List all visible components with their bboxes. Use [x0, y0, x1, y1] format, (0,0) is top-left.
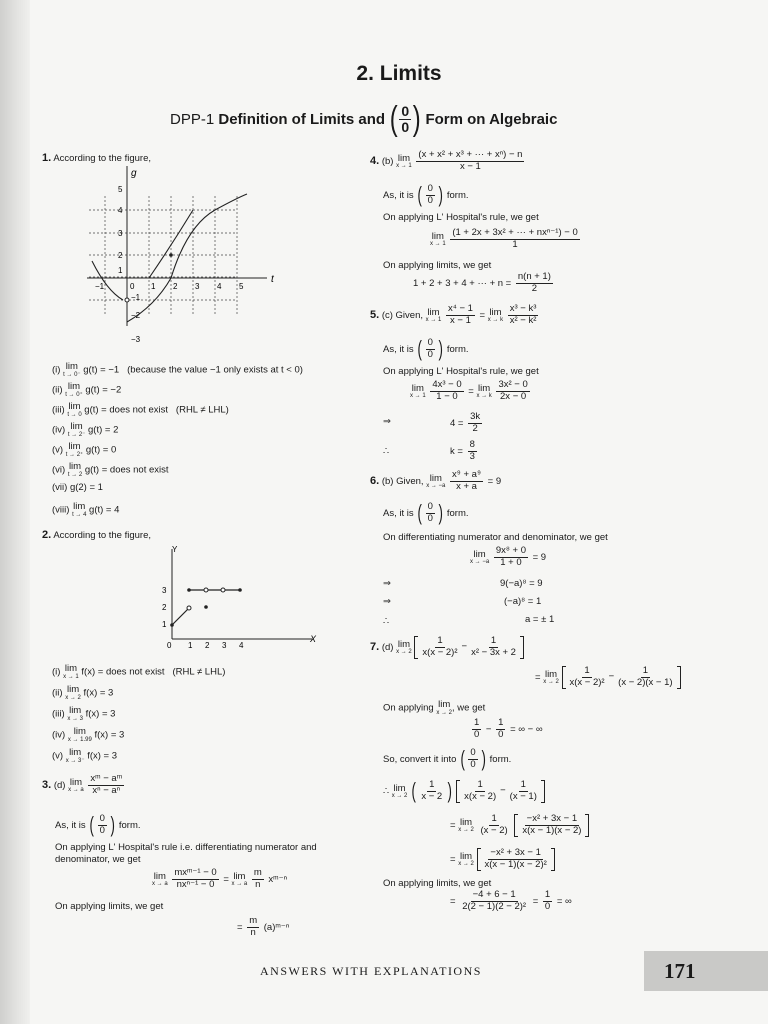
- chapter-title: 2. Limits: [356, 62, 442, 85]
- q2-point: [170, 623, 174, 627]
- q1-ytick: 5: [118, 185, 123, 194]
- q3-text: On applying limits, we get: [55, 901, 164, 912]
- q2-ytick: 2: [162, 603, 167, 612]
- q1-curve-right: [171, 194, 247, 278]
- q2-point: [187, 588, 191, 592]
- q6-imp: ⇒: [383, 578, 391, 589]
- q5-step: lim x → 1 $\frac{\text{4x³ − 0}}{1 - 0}$ = lim x → k $\frac{\text{3x² − 0}}{2x - 0}$: [410, 379, 528, 402]
- q2-point: [204, 605, 208, 609]
- dpp-title-b: Form on Algebraic: [425, 110, 558, 128]
- q1-xtick: 0: [130, 282, 135, 291]
- q1-xtick: 1: [151, 282, 156, 291]
- q2-ytick: 1: [162, 620, 167, 629]
- footer-text: ANSWERS WITH EXPLANATIONS: [260, 964, 482, 978]
- q1-item: (vii) g(2) = 1: [52, 482, 103, 493]
- q2-xtick: 0: [167, 641, 172, 650]
- q6-there: ∴: [383, 616, 390, 627]
- q2-item: (iii) lim x → 3 f(x) = 3: [52, 705, 116, 722]
- q5-text: On applying L' Hospital's rule, we get: [383, 366, 539, 377]
- q5-imp: ⇒: [383, 416, 391, 427]
- q4-text: On applying limits, we get: [383, 260, 492, 271]
- q7-step: ∴ lim x → 2 ( $\frac{1}{x - 2}$ ) $\frac{1}{x(x - 2)}$ − $\frac{1}{(x - 1)}$: [383, 780, 545, 803]
- page: [30, 0, 768, 1024]
- q2-heading: 2. According to the figure,: [42, 529, 152, 541]
- q4-step: lim x → 1 $\frac{\text{(1 + 2x + 3x² + ··· + nxⁿ⁻¹) − 0}}{1}$: [430, 227, 578, 250]
- q2-item: (v) lim x → 3⁻ f(x) = 3: [52, 747, 118, 764]
- q7-convert: So, convert it into ( $\frac{0}{0}$ ) form.: [383, 746, 512, 772]
- q5-asit: As, it is ( $\frac{0}{0}$ ) form.: [383, 336, 469, 362]
- q1-graph: [87, 166, 312, 351]
- q2-open-point: [187, 606, 191, 610]
- q7-step: = lim x → 2 $\frac{\text{−x² + 3x − 1}}{\text{x(x − 1)(x − 2)²}}$: [450, 848, 555, 871]
- q6-step: lim x → −a $\frac{\text{9x⁸ + 0}}{1 + 0}$ = 9: [470, 545, 547, 568]
- q4-line: 4. (b) lim x → 1 $\frac{\text{(x + x² + x³ + ··· + xⁿ) − n}}{x - 1}$: [370, 149, 523, 172]
- q6-line: 6. (b) Given, lim x → −a $\frac{\text{x⁹ + a⁹}}{x + a}$ = 9: [370, 469, 502, 492]
- q1-item: (i) lim t → 0⁻ g(t) = −1 (because the value −1 only exists at t < 0): [52, 361, 303, 378]
- q4-result: 1 + 2 + 3 + 4 + ··· + n = $\frac{n(n + 1)}{2}$: [413, 271, 551, 294]
- q1-item: (iv) lim t → 2⁻ g(t) = 2: [52, 421, 119, 438]
- q1-item: (vi) lim t → 2 g(t) = does not exist: [52, 461, 169, 478]
- q3-text: denominator, we get: [55, 854, 141, 865]
- q2-xtick: 3: [222, 641, 227, 650]
- q2-item: (ii) lim x → 2 f(x) = 3: [52, 684, 114, 701]
- q7-result: = $\frac{-4 + 6 - 1}{\text{2(2 − 1)(2 − 2)²}}$ = $\frac{1}{0}$ = ∞: [450, 889, 572, 912]
- q2-open-point: [204, 588, 208, 592]
- q5-k: k = $\frac{8}{3}$: [450, 439, 475, 462]
- q7-step: = lim x → 2 $\frac{1}{(x - 2)}$ $\frac{\text{−x² + 3x − 1}}{x(x - 1)(x - 2)}$: [450, 814, 589, 837]
- q3-step: lim x → a $\frac{\text{mxᵐ⁻¹ − 0}}{\text{nxⁿ⁻¹ − 0}}$ = lim x → a $\frac{m}{n}$ xᵐ⁻ⁿ: [152, 867, 288, 890]
- q1-point: [169, 253, 173, 257]
- q2-xtick: 2: [205, 641, 210, 650]
- q4-text: On applying L' Hospital's rule, we get: [383, 212, 539, 223]
- q1-xlabel: t: [271, 274, 274, 285]
- q1-xtick: 5: [239, 282, 244, 291]
- q1-ylabel: g: [131, 168, 137, 179]
- q6-eq: a = ± 1: [525, 614, 555, 625]
- q2-xtick: 1: [188, 641, 193, 650]
- q2-item: (i) lim x → 1 f(x) = does not exist (RHL ≠ LHL): [52, 663, 226, 680]
- q1-item: (v) lim t → 2⁺ g(t) = 0: [52, 441, 117, 458]
- q2-segment-rising: [172, 608, 189, 625]
- q1-ytick: −3: [131, 335, 141, 344]
- q1-ytick: 3: [118, 229, 123, 238]
- q1-item: (ii) lim t → 0⁺ g(t) = −2: [52, 381, 122, 398]
- q2-ylabel: Y: [172, 545, 178, 554]
- page-number: 171: [644, 951, 768, 991]
- q1-open-point: [125, 298, 129, 302]
- dpp-prefix: DPP-1: [170, 110, 215, 128]
- q2-item: (iv) lim x → 1.99 f(x) = 3: [52, 726, 125, 743]
- q3-line: 3. (d) lim x → a $\frac{\text{xᵐ − aᵐ}}{\text{xⁿ − aⁿ}}$: [42, 773, 123, 796]
- q7-step: = lim x → 2 $\frac{1}{\text{x(x − 2)²}}$ − $\frac{1}{(x - 2)(x - 1)}$: [535, 666, 681, 689]
- q1-xtick: 2: [173, 282, 178, 291]
- q3-text: On applying L' Hospital's rule i.e. differentiating numerator and: [55, 842, 317, 853]
- q2-graph: [142, 544, 322, 654]
- q3-result: = $\frac{m}{n}$ (a)ᵐ⁻ⁿ: [237, 915, 290, 938]
- q1-ytick: 2: [118, 251, 123, 260]
- q4-asit: As, it is ( $\frac{0}{0}$ ) form.: [383, 182, 469, 208]
- q1-ytick: −2: [131, 311, 141, 320]
- q6-text: On differentiating numerator and denominator, we get: [383, 532, 608, 543]
- q6-imp: ⇒: [383, 596, 391, 607]
- q6-asit: As, it is ( $\frac{0}{0}$ ) form.: [383, 500, 469, 526]
- q1-ytick: −1: [131, 293, 141, 302]
- q1-item: (iii) lim t → 0 g(t) = does not exist (RHL ≠ LHL): [52, 401, 229, 418]
- dpp-title-a: Definition of Limits and: [218, 110, 386, 128]
- dpp-heading: [170, 102, 557, 136]
- q1-xtick: 4: [217, 282, 222, 291]
- q1-ytick: 1: [118, 266, 123, 275]
- q5-line: 5. (c) Given, lim x → 1 $\frac{\text{x⁴ − 1}}{x - 1}$ = lim x → k $\frac{\text{x³ − k³}}{\text{x² − k²}}$: [370, 303, 537, 326]
- q1-heading: 1. According to the figure,: [42, 152, 152, 164]
- q6-eq: (−a)⁸ = 1: [504, 596, 542, 607]
- binding-gutter: [0, 0, 30, 1024]
- q7-text: On applying limits, we get: [383, 878, 492, 889]
- q5-eq: 4 = $\frac{3k}{2}$: [450, 411, 481, 434]
- q2-xlabel: X: [310, 634, 317, 644]
- q7-line: 7. (d) lim x → 2 $\frac{1}{\text{x(x − 2)²}}$ − $\frac{1}{\text{x² − 3x + 2}}$: [370, 636, 524, 659]
- q1-xtick: 3: [195, 282, 200, 291]
- q3-asit: As, it is ( $\frac{0}{0}$ ) form.: [55, 812, 141, 838]
- zero-over-zero: ( 0 0 ): [389, 100, 421, 138]
- q5-there: ∴: [383, 446, 390, 457]
- q1-item: (viii) lim t → 4 g(t) = 4: [52, 501, 120, 518]
- q6-eq: 9(−a)⁸ = 9: [500, 578, 543, 589]
- q2-ytick: 3: [162, 586, 167, 595]
- q2-xtick: 4: [239, 641, 244, 650]
- q2-point: [238, 588, 242, 592]
- q2-open-point: [221, 588, 225, 592]
- q7-text: On applying lim x → 2 , we get: [383, 699, 486, 716]
- q7-eval: $\frac{1}{0}$ − $\frac{1}{0}$ = ∞ − ∞: [474, 717, 543, 740]
- q1-xtick: −1: [95, 282, 105, 291]
- q1-ytick: 4: [118, 206, 123, 215]
